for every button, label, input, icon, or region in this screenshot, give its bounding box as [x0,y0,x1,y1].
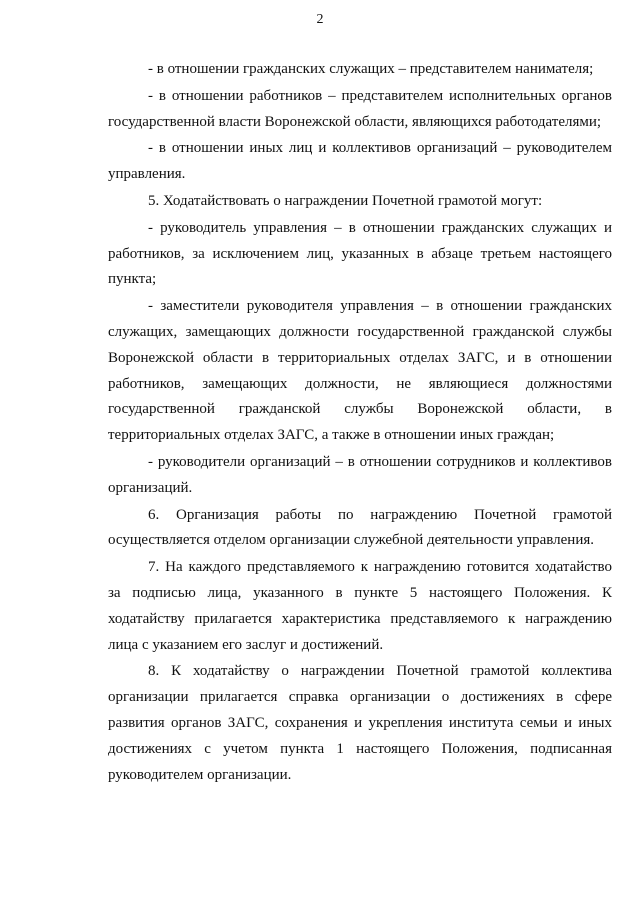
paragraph-item-7: 7. На каждого представляемого к награждению готовится ходатайство за подписью лица, указанного в пункте 5 настоящего Положения. К ходатайству прилагается характеристика представляемого к награждению лица с указанием его заслуг и достижений. [108,559,612,653]
paragraph-item-5: 5. Ходатайствовать о награждении Почетной грамотой могут: [148,192,543,209]
paragraph-deputy-heads-petition: - заместители руководителя управления – в отношении гражданских служащих, замещающих должности государственной гражданской службы Воронежской области в территориальных отделах ЗАГС, и в отношении работников, замещающих должности, не являющиеся должностями государственной гражданской службы Воронежской области, в территориальных отделах ЗАГС, а также в отношении иных граждан; [108,298,612,444]
paragraph-head-of-department: - в отношении иных лиц и коллективов организаций – руководителем управления. [108,140,612,183]
paragraph-organization-heads-petition: - руководители организаций – в отношении сотрудников и коллективов организаций. [108,453,612,496]
document-body [108,57,612,788]
paragraph-representative-employer: - в отношении гражданских служащих – представителем нанимателя; [148,61,594,77]
page-number: 2 [316,12,324,27]
paragraph-representative-executive-bodies: - в отношении работников – представителем исполнительных органов государственной власти Воронежской области, являющихся работодателями; [108,87,612,130]
paragraph-head-petition: - руководитель управления – в отношении гражданских служащих и работников, за исключением лиц, указанных в абзаце третьем настоящего пункта; [108,219,612,288]
paragraph-item-8: 8. К ходатайству о награждении Почетной грамотой коллектива организации прилагается справка организации о достижениях в сфере развития органов ЗАГС, сохранения и укрепления института семьи и иных достижениях с учетом пункта 1 настоящего Положения, подписанная руководителем организации. [108,663,612,783]
paragraph-item-6: 6. Организация работы по награждению Почетной грамотой осуществляется отделом организации служебной деятельности управления. [108,506,612,549]
